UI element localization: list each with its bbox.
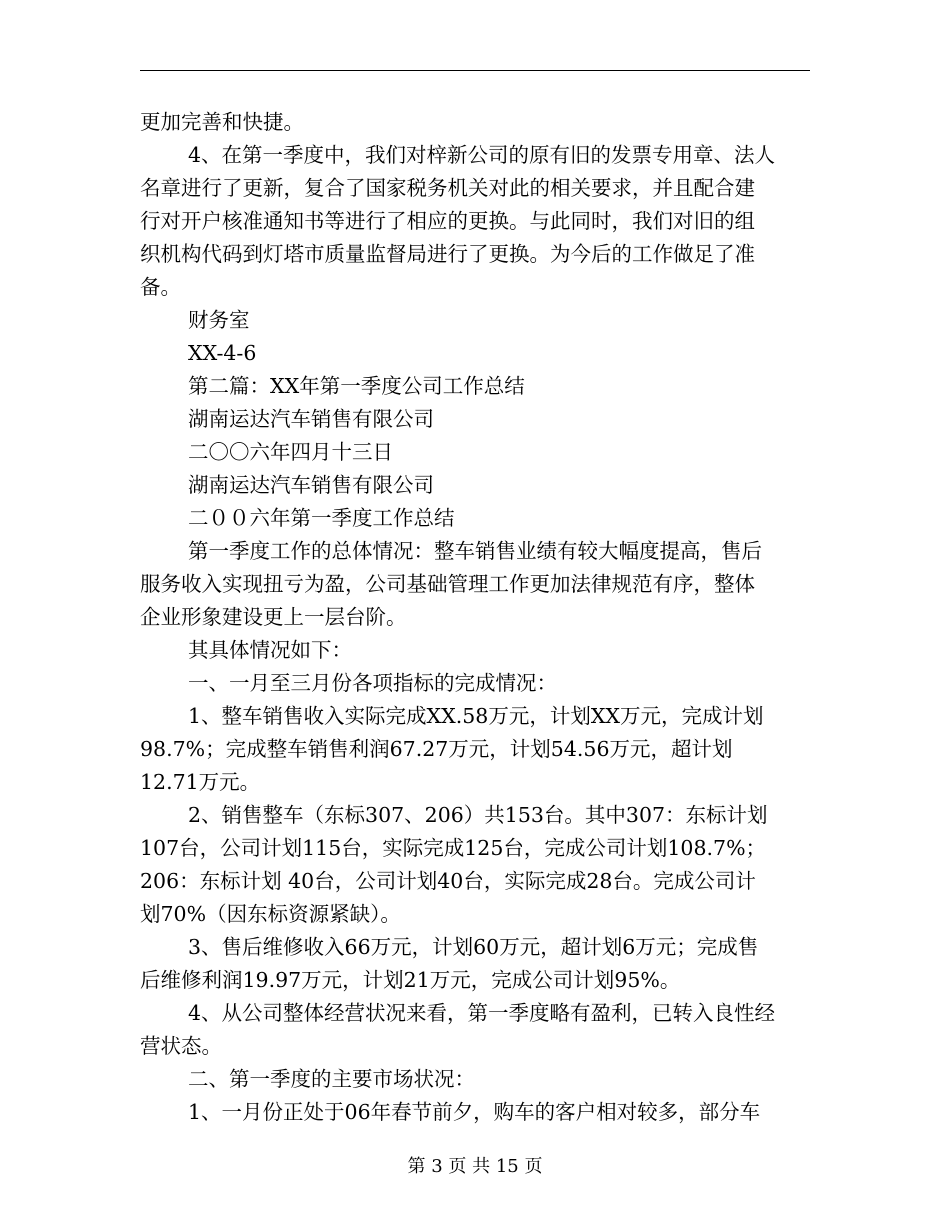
text-line: 一、一月至三月份各项指标的完成情况： <box>188 671 557 695</box>
text-line: 1、整车销售收入实际完成XX.58万元，计划XX万元，完成计划 <box>188 704 764 728</box>
text-line: 行对开户核准通知书等进行了相应的更换。与此同时，我们对旧的组 <box>140 209 755 233</box>
text-line: 营状态。 <box>140 1034 222 1058</box>
page-footer: 第 3 页 共 15 页 <box>407 1156 543 1177</box>
text-line: 98.7%；完成整车销售利润67.27万元，计划54.56万元，超计划 <box>140 737 733 761</box>
text-line: 第一季度工作的总体情况：整车销售业绩有较大幅度提高，售后 <box>188 539 762 563</box>
text-line: 更加完善和快捷。 <box>140 110 304 134</box>
text-line: 服务收入实现扭亏为盈，公司基础管理工作更加法律规范有序，整体 <box>140 572 755 596</box>
text-line: 第二篇：XX年第一季度公司工作总结 <box>188 374 525 398</box>
text-line: 206：东标计划 40台，公司计划40台，实际完成28台。完成公司计 <box>140 869 756 893</box>
text-line: 湖南运达汽车销售有限公司 <box>188 473 434 497</box>
text-line: 企业形象建设更上一层台阶。 <box>140 605 407 629</box>
text-line: 备。 <box>140 275 181 299</box>
text-line: 二、第一季度的主要市场状况： <box>188 1067 475 1091</box>
text-line: 二〇〇六年四月十三日 <box>188 440 393 464</box>
text-line: 2、销售整车（东标307、206）共153台。其中307：东标计划 <box>188 803 768 827</box>
text-line: 12.71万元。 <box>140 770 261 794</box>
text-line: 划70%（因东标资源紧缺）。 <box>140 902 401 926</box>
text-line: XX-4-6 <box>188 341 257 365</box>
text-line: 1、一月份正处于06年春节前夕，购车的客户相对较多，部分车 <box>188 1100 761 1124</box>
header-rule <box>140 70 810 71</box>
text-line: 织机构代码到灯塔市质量监督局进行了更换。为今后的工作做足了准 <box>140 242 755 266</box>
text-line: 名章进行了更新，复合了国家税务机关对此的相关要求，并且配合建 <box>140 176 755 200</box>
text-line: 4、在第一季度中，我们对梓新公司的原有旧的发票专用章、法人 <box>188 143 776 167</box>
text-line: 其具体情况如下： <box>188 638 352 662</box>
document-body <box>140 106 810 1129</box>
text-line: 107台，公司计划115台，实际完成125台，完成公司计划108.7%； <box>140 836 767 860</box>
text-line: 4、从公司整体经营状况来看，第一季度略有盈利，已转入良性经 <box>188 1001 776 1025</box>
text-line: 后维修利润19.97万元，计划21万元，完成公司计划95%。 <box>140 968 681 992</box>
text-line: 财务室 <box>188 308 250 332</box>
text-line: 3、售后维修收入66万元，计划60万元，超计划6万元；完成售 <box>188 935 759 959</box>
text-line: 湖南运达汽车销售有限公司 <box>188 407 434 431</box>
text-line: 二００六年第一季度工作总结 <box>188 506 455 530</box>
